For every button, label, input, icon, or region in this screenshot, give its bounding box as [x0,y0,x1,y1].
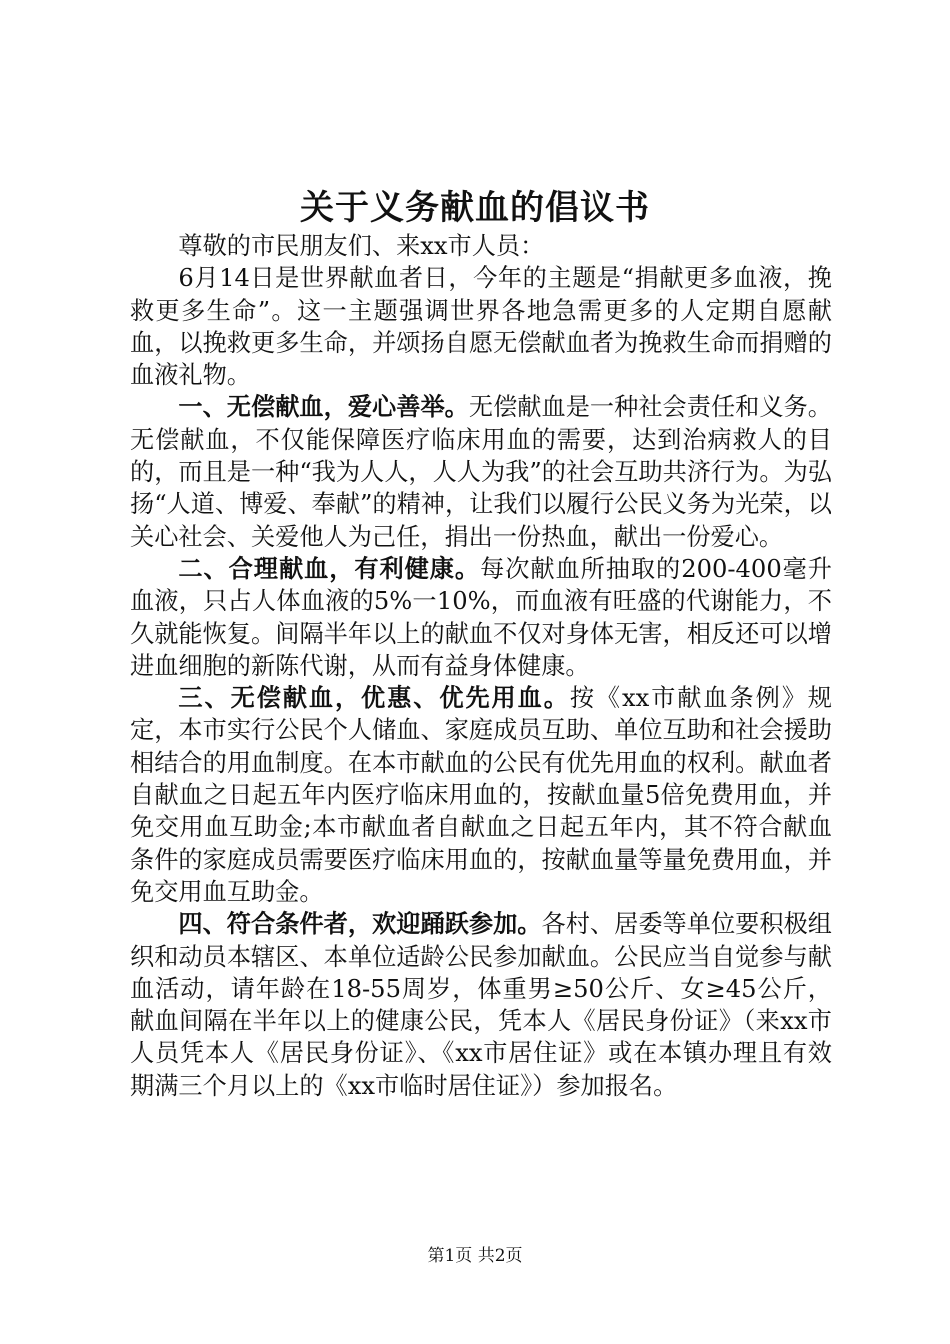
section-heading-2: 二、合理献血，有利健康。 [178,554,481,583]
section-paragraph-2 [130,553,832,682]
salutation: 尊敬的市民朋友们、来xx市人员： [178,232,545,260]
section-text-2: 每次献血所抽取的200-400毫升血液，只占人体血液的5%一10%，而血液有旺盛的代谢能力，不久就能恢复。间隔半年以上的献血不仅对身体无害，相反还可以增进血细胞的新陈代谢，从而有益身体健康。 [130,554,832,680]
section-paragraph-3 [130,682,832,908]
document-body [130,230,832,1102]
section-text-3: 按《xx市献血条例》规定，本市实行公民个人储血、家庭成员互助、单位互助和社会援助相结合的用血制度。在本市献血的公民有优先用血的权利。献血者自献血之日起五年内医疗临床用血的，按献血量5倍免费用血，并免交用血互助金;本市献血者自献血之日起五年内，其不符合献血条件的家庭成员需要医疗临床用血的，按献血量等量免费用血，并免交用血互助金。 [130,684,832,906]
section-paragraph-1 [130,391,832,552]
intro-paragraph: 6月14日是世界献血者日，今年的主题是“捐献更多血液，挽救更多生命”。这一主题强调世界各地急需更多的人定期自愿献血，以挽救更多生命，并颂扬自愿无偿献血者为挽救生命而捐赠的血液礼物。 [130,264,832,390]
section-heading-3: 三、无偿献血，优惠、优先用血。 [178,684,570,713]
section-text-1: 无偿献血是一种社会责任和义务。无偿献血，不仅能保障医疗临床用血的需要，达到治病救人的目的，而且是一种“我为人人，人人为我”的社会互助共济行为。为弘扬“人道、博爱、奉献”的精神，让我们以履行公民义务为光荣，以关心社会、关爱他人为己任，捐出一份热血，献出一份爱心。 [130,393,832,551]
page-footer: 第1页 共2页 [427,1246,523,1266]
document-title: 关于义务献血的倡议书 [300,188,650,228]
section-heading-4: 四、符合条件者，欢迎踊跃参加。 [178,910,542,939]
section-text-4: 各村、居委等单位要积极组织和动员本辖区、本单位适龄公民参加献血。公民应当自觉参与献血活动，请年龄在18-55周岁，体重男≥50公斤、女≥45公斤，献血间隔在半年以上的健康公民，凭本人《居民身份证》（来xx市人员凭本人《居民身份证》、《xx市居住证》或在本镇办理且有效期满三个月以上的《xx市临时居住证》）参加报名。 [130,910,832,1100]
section-heading-1: 一、无偿献血，爱心善举。 [178,393,469,422]
section-paragraph-4 [130,908,832,1102]
